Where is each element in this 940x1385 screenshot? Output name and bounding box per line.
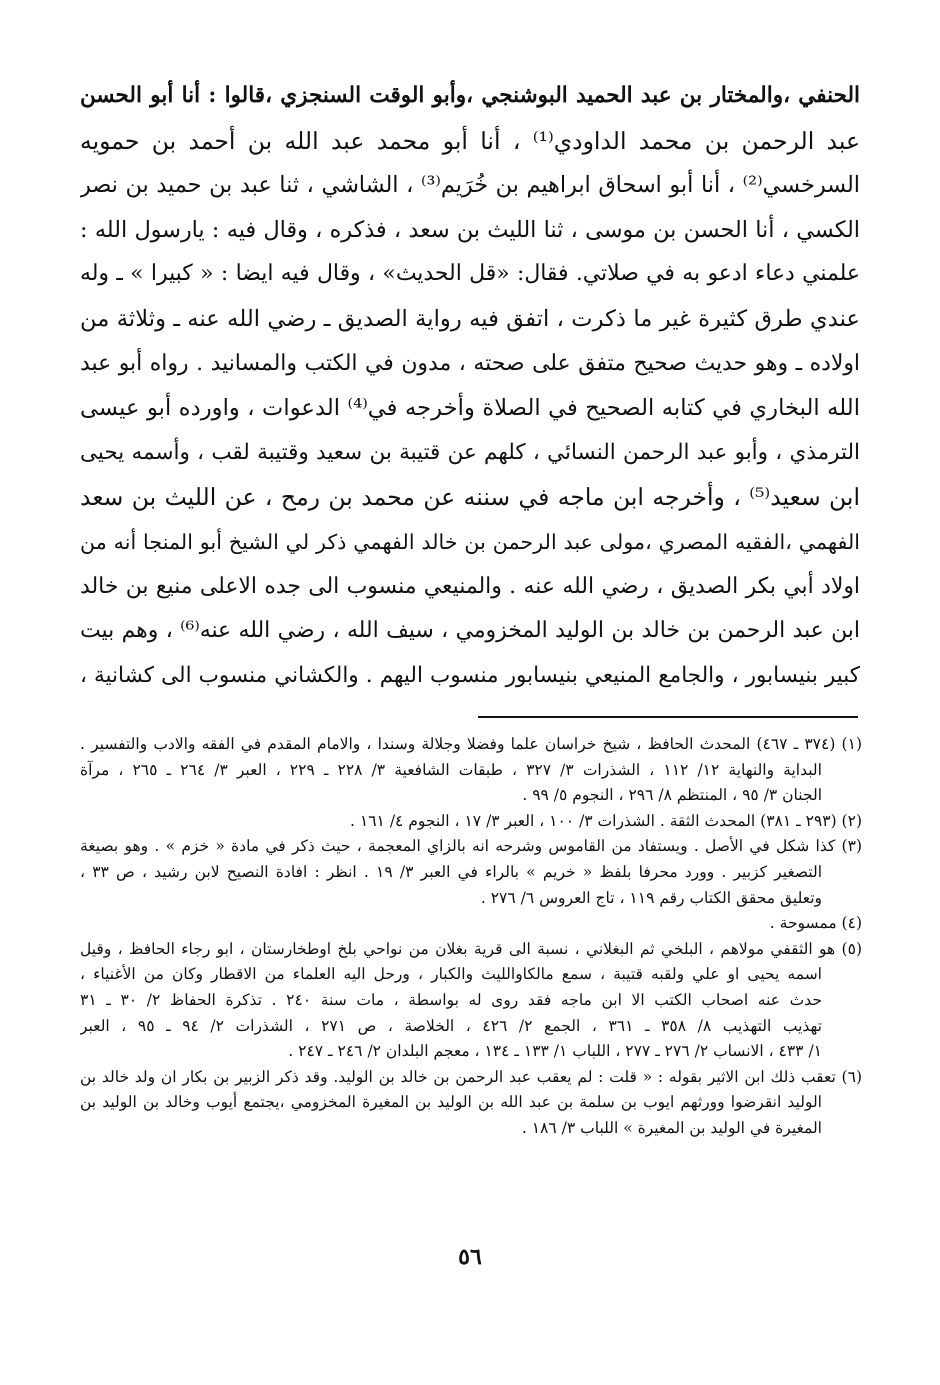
footnote-line: المغيرة في الوليد بن المغيرة » اللباب ٣/ ١٨٦ . (521, 1118, 822, 1137)
footnote-line: حدث عنه اصحاب الكتب الا ابن ماجه فقد روى له بواسطة ، مات سنة ٢٤٠ . تذكرة الحفاظ ٢/ ٣٠ ـ ٣١ (80, 990, 822, 1009)
footnote-line: (٢) (٢٩٣ ـ ٣٨١) المحدث الثقة . الشذرات ٣/ ١٠٠ ، العبر ٣/ ١٧ ، النجوم ٤/ ١٦١ . (350, 811, 862, 830)
footnote-line: التصغير كزبير . وورد محرفا بلفظ « خريم » بالراء في العبر ٣/ ١٩ . انظر : افادة النصيح لابن رشيد ، ص ٣٣ ، (80, 862, 823, 881)
main-text (80, 74, 860, 698)
text-line: ابن سعيد⁽⁵⁾ ، وأخرجه ابن ماجه في سننه عن محمد بن رمح ، عن الليث بن سعد (80, 483, 860, 512)
footnote-line: اسمه يحيى او علي ولقبه قتيبة ، سمع مالكاوالليث والكبار ، ورحل اليه العلماء من الاقطار وكان من الأغنياء ، (80, 965, 822, 984)
footnote-line: ١/ ٤٣٣ ، الانساب ٢/ ٢٧٦ ـ ٢٧٧ ، اللباب ١/ ١٣٣ ـ ١٣٤ ، معجم البلدان ٢/ ٢٤٦ ـ ٢٤٧ . (288, 1042, 822, 1061)
text-line: علمني دعاء ادعو به في صلاتي. فقال: «قل الحديث» ، وقال فيه ايضا : « كبيرا » ـ وله (80, 261, 860, 287)
footnote-line: (٦) تعقب ذلك ابن الاثير بقوله : « قلت : لم يعقب عبد الرحمن بن خالد بن الوليد. وقد ذكر الزبير بن بكار ان ولد خالد بن (80, 1067, 862, 1086)
footnotes (80, 732, 862, 1142)
text-line: الحنفي ،والمختار بن عبد الحميد البوشنجي ،وأبو الوقت السنجزي ،قالوا : أنا أبو الحسن (80, 83, 860, 108)
text-line: الكسي ، أنا الحسن بن موسى ، ثنا الليث بن سعد ، فذكره ، وقال فيه : يارسول الله : (80, 216, 860, 243)
footnote-line: (٥) هو الثقفي مولاهم ، البلخي ثم البغلاني ، نسبة الى قرية بغلان من نواحي بلخ اوطخارستان ، ابو رجاء الحافظ ، وقيل (80, 939, 862, 958)
text-line: كبير بنيسابور ، والجامع المنيعي بنيسابور منسوب اليهم . والكشاني منسوب الى كشانية ، (80, 662, 860, 688)
footnote-line: (٤) ممسوحة . (769, 914, 862, 933)
text-line: الفهمي ،الفقيه المصري ،مولى عبد الرحمن بن خالد الفهمي ذكر لي الشيخ أبو المنجا أنه من (80, 529, 860, 554)
text-line: عندي طرق كثيرة غير ما ذكرت ، اتفق فيه رواية الصديق ـ رضي الله عنه ـ وثلاثة من (80, 305, 860, 332)
footnote-line: البداية والنهاية ١٢/ ١١٢ ، الشذرات ٣/ ٣٢٧ ، طبقات الشافعية ٣/ ٢٢٨ ـ ٢٢٩ ، العبر ٣/ ٢٦٤ ـ ٢٦٥ ، مرآة (80, 760, 822, 779)
footnote-line: الجنان ٣/ ٩٥ ، المنتظم ٨/ ٢٩٦ ، النجوم ٥/ ٩٩ . (522, 786, 822, 805)
text-line: الله البخاري في كتابه الصحيح في الصلاة وأخرجه في⁽⁴⁾ الدعوات ، واورده أبو عيسى (80, 395, 860, 422)
footnote-line: وتعليق محقق الكتاب رقم ١١٩ ، تاج العروس ٦/ ٢٧٦ . (480, 888, 822, 907)
text-line: الترمذي ، وأبو عبد الرحمن النسائي ، كلهم عن قتيبة بن سعيد وقتيبة لقب ، وأسمه يحيى (80, 439, 860, 465)
page-number: ٥٦ (458, 1244, 482, 1270)
footnote-line: (١) (٣٧٤ ـ ٤٦٧) المحدث الحافظ ، شيخ خراسان علما وفضلا وجلالة وسندا ، والامام المقدم في الفقه والادب والتفسير . (80, 735, 862, 753)
footnote-separator (478, 716, 858, 718)
text-line: اولاد أبي بكر الصديق ، رضي الله عنه . والمنيعي منسوب الى جده الاعلى منيع بن خالد (80, 573, 860, 599)
text-line: عبد الرحمن بن محمد الداودي⁽¹⁾ ، أنا أبو محمد عبد الله بن أحمد بن حمويه (80, 126, 860, 155)
footnote-line: (٣) كذا شكل في الأصل . ويستفاد من القاموس وشرحه انه بالزاي المعجمة ، حيث ذكر في مادة « خزم » . وهو بصيغة (80, 837, 862, 856)
text-line: ابن عبد الرحمن بن خالد بن الوليد المخزومي ، سيف الله ، رضي الله عنه⁽⁶⁾ ، وهم بيت (80, 618, 860, 644)
footnote-line: تهذيب التهذيب ٨/ ٣٥٨ ـ ٣٦١ ، الجمع ٢/ ٤٢٦ ، الخلاصة ، ص ٢٧١ ، الشذرات ٢/ ٩٤ ـ ٩٥ ، العبر (80, 1016, 822, 1035)
text-line: السرخسي⁽²⁾ ، أنا أبو اسحاق ابراهيم بن خُرَيم⁽³⁾ ، الشاشي ، ثنا عبد بن حميد بن نصر (80, 172, 860, 199)
text-line: اولاده ـ وهو حديث صحيح متفق على صحته ، مدون في الكتب والمسانيد . رواه أبو عبد (80, 350, 860, 376)
footnote-line: الوليد انقرضوا وورثهم ايوب بن سلمة بن عبد الله بن الوليد بن المغيرة المخزومي ،يجتمع أيوب وخالد بن الوليد بن (80, 1093, 822, 1112)
